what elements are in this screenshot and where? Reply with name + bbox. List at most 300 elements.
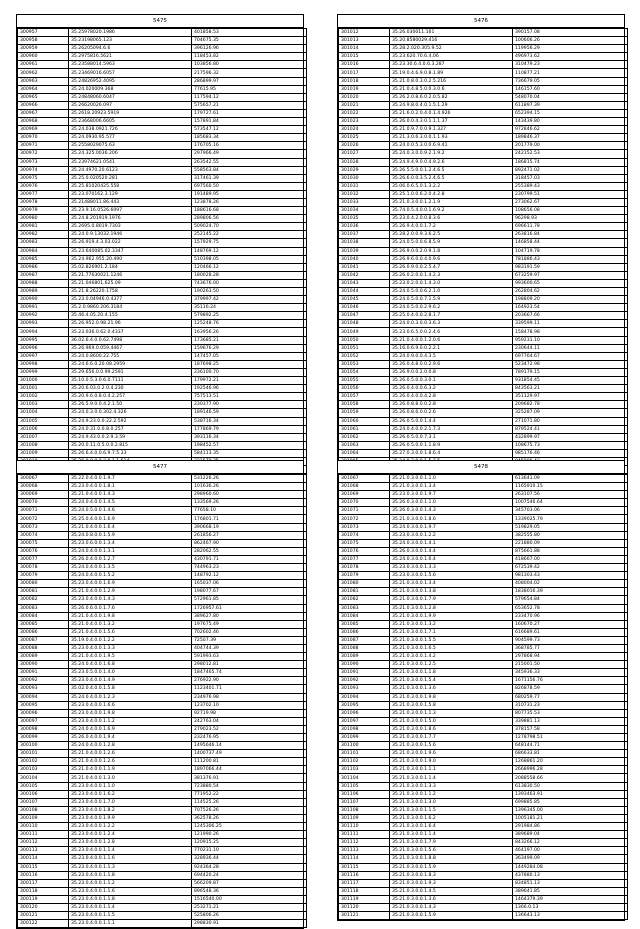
table-row xyxy=(339,207,628,215)
row-amount-cell: 233470.96 xyxy=(513,612,628,620)
table-row xyxy=(339,636,628,644)
row-code-cell: 35.21.0.3.0.0.1.2.5 xyxy=(390,661,513,669)
row-code-cell: 35.21.0.8.0.3.0.2.5.216 xyxy=(390,77,513,85)
row-amount-cell: 318457.03 xyxy=(513,174,628,182)
row-id-cell: 300971 xyxy=(18,142,69,150)
row-amount-cell: 133569.26 xyxy=(192,499,307,507)
row-id-cell: 300985 xyxy=(18,255,69,263)
table-row xyxy=(18,661,307,669)
row-amount-cell: 924364.28 xyxy=(192,863,307,871)
row-amount-cell: 77658.10 xyxy=(192,507,307,515)
row-id-cell: 300107 xyxy=(18,798,69,806)
row-id-cell: 300980 xyxy=(18,215,69,223)
row-id-cell: 301072 xyxy=(339,515,390,523)
row-code-cell: 35.10.0.5.3.0.6.0.7111 xyxy=(69,377,192,385)
row-code-cell: 35.23.070162.3.129 xyxy=(69,190,192,198)
row-id-cell: 301015 xyxy=(339,53,390,61)
table-row xyxy=(18,360,307,368)
row-amount-cell: 158478.98 xyxy=(513,328,628,336)
row-amount-cell: 983191.59 xyxy=(513,263,628,271)
row-code-cell: 35.2975816.5621 xyxy=(69,53,192,61)
row-id-cell: 300077 xyxy=(18,555,69,563)
table-row xyxy=(339,685,628,693)
row-code-cell: 35.24.0.4.0.0.1.3.5 xyxy=(69,564,192,572)
row-amount-cell: 114525.26 xyxy=(192,798,307,806)
row-code-cell: 35.23.0.2.0.0.1.4.3.0 xyxy=(390,279,513,287)
table-row xyxy=(18,774,307,782)
table-row xyxy=(339,288,628,296)
row-id-cell: 301057 xyxy=(339,393,390,401)
row-amount-cell: 146858.44 xyxy=(513,239,628,247)
row-amount-cell: 566209.87 xyxy=(192,879,307,887)
row-code-cell: 35.21.0.3.0.0.1.5.5 xyxy=(390,636,513,644)
row-id-cell: 300111 xyxy=(18,831,69,839)
row-id-cell: 301109 xyxy=(339,814,390,822)
row-id-cell: 301031 xyxy=(339,182,390,190)
row-code-cell: 35.23.620.70.6.4.06 xyxy=(390,53,513,61)
row-amount-cell: 1449284.08 xyxy=(513,863,628,871)
row-code-cell: 35.26.0.5.0.0.7.3.1 xyxy=(390,433,513,441)
row-code-cell: 35.21.0.3.0.0.1.1.5 xyxy=(390,806,513,814)
table-row xyxy=(339,393,628,401)
row-id-cell: 300070 xyxy=(18,499,69,507)
row-code-cell: 35.24.9.8.0.4.0.1.5.1.29 xyxy=(390,101,513,109)
row-amount-cell: 368785.77 xyxy=(513,644,628,652)
row-amount-cell: 892471.02 xyxy=(513,166,628,174)
row-id-cell: 300961 xyxy=(18,61,69,69)
row-code-cell: 35.24.0.4.0.0.1.4.5 xyxy=(69,499,192,507)
row-id-cell: 301110 xyxy=(339,823,390,831)
row-amount-cell: 177869.79 xyxy=(192,425,307,433)
row-amount-cell: 1838016.39 xyxy=(513,588,628,596)
row-code-cell: 35.21.0.3.0.0.1.1.0 xyxy=(390,475,513,483)
row-id-cell: 300100 xyxy=(18,742,69,750)
row-id-cell: 300083 xyxy=(18,604,69,612)
table-row xyxy=(339,912,628,920)
row-amount-cell: 1366.0.13 xyxy=(513,903,628,911)
row-id-cell: 301013 xyxy=(339,37,390,45)
row-amount-cell: 236100.70 xyxy=(192,368,307,376)
row-amount-cell: 757513.51 xyxy=(192,393,307,401)
row-code-cell: 35.21.0.4.0.0.1.4.3 xyxy=(69,491,192,499)
table-row xyxy=(18,580,307,588)
row-code-cell: 35.26.2.0.8.6.0.2.0.5.82 xyxy=(390,93,513,101)
row-code-cell: 35.21.0.4.0.0.1.3.2 xyxy=(69,620,192,628)
row-amount-cell: 573547.12 xyxy=(192,126,307,134)
row-amount-cell: 123878.26 xyxy=(192,198,307,206)
table-row xyxy=(339,855,628,863)
row-id-cell: 300090 xyxy=(18,661,69,669)
row-code-cell: 35.24.0.4.0.0.2.1.7.3 xyxy=(390,425,513,433)
table-row xyxy=(339,782,628,790)
row-code-cell: 35.23.0.4.0.0.1.4.3 xyxy=(69,596,192,604)
table-row xyxy=(339,61,628,69)
table-row xyxy=(18,101,307,109)
row-id-cell: 300994 xyxy=(18,328,69,336)
row-amount-cell: 125248.76 xyxy=(192,320,307,328)
row-amount-cell: 198809.20 xyxy=(513,296,628,304)
row-amount-cell: 648144.71 xyxy=(513,742,628,750)
row-amount-cell: 108675.73 xyxy=(513,441,628,449)
row-id-cell: 300977 xyxy=(18,190,69,198)
row-id-cell: 300108 xyxy=(18,806,69,814)
row-code-cell: 35.21.0.3.0.0.1.9.3 xyxy=(390,879,513,887)
row-code-cell: 35.25.0.020520.281 xyxy=(69,174,192,182)
row-code-cell: 35.23.0.4.0.0.1.6.6 xyxy=(69,701,192,709)
row-code-cell: 35.23.0.4.0.0.1.1.3 xyxy=(69,863,192,871)
table-row xyxy=(339,572,628,580)
row-code-cell: 35.21488011.86.443 xyxy=(69,198,192,206)
row-id-cell: 301094 xyxy=(339,693,390,701)
row-id-cell: 301105 xyxy=(339,782,390,790)
row-id-cell: 300105 xyxy=(18,782,69,790)
row-code-cell: 35.21.0.4.0.0.1.2.6 xyxy=(69,758,192,766)
row-code-cell: 35.28.2.0.0.9.3.6.2.5 xyxy=(390,231,513,239)
row-id-cell: 300093 xyxy=(18,685,69,693)
table-row xyxy=(339,53,628,61)
row-amount-cell: 401858.53 xyxy=(192,29,307,37)
row-id-cell: 300959 xyxy=(18,45,69,53)
row-amount-cell: 263107.56 xyxy=(513,491,628,499)
row-code-cell: 35.21.0.3.0.0.1.2.8 xyxy=(390,604,513,612)
row-code-cell: 35.21.0.4.0.0.1.6.4 xyxy=(69,523,192,531)
table-row xyxy=(18,499,307,507)
table-row xyxy=(18,312,307,320)
row-code-cell: 35.2558029075.63 xyxy=(69,142,192,150)
row-id-cell: 301091 xyxy=(339,669,390,677)
row-amount-cell: 345703.06 xyxy=(513,507,628,515)
table-row xyxy=(18,839,307,847)
table-row xyxy=(18,814,307,822)
row-code-cell: 35.23.640085.02.3347 xyxy=(69,247,192,255)
row-id-cell: 300078 xyxy=(18,564,69,572)
row-code-cell: 35.21.0.3.0.0.1.3.2 xyxy=(390,620,513,628)
row-amount-cell: 696611.78 xyxy=(513,223,628,231)
row-id-cell: 301026 xyxy=(339,142,390,150)
row-code-cell: 35.21.0.3.0.0.1.7.1 xyxy=(390,628,513,636)
table-row xyxy=(339,863,628,871)
row-code-cell: 35.21.0.3.0.0.1.6.5 xyxy=(390,644,513,652)
table-row xyxy=(339,304,628,312)
row-id-cell: 301017 xyxy=(339,69,390,77)
row-id-cell: 300118 xyxy=(18,887,69,895)
row-code-cell: 35.23.0.4.0.0.1.2.4 xyxy=(69,831,192,839)
data-table xyxy=(17,474,307,928)
row-id-cell: 301030 xyxy=(339,174,390,182)
row-code-cell: 35.21.0.3.0.0.1.3.6 xyxy=(390,685,513,693)
row-id-cell: 300109 xyxy=(18,814,69,822)
row-id-cell: 301055 xyxy=(339,377,390,385)
row-id-cell: 301000 xyxy=(18,377,69,385)
row-code-cell: 35.24.0.5.0.0.1.4.6 xyxy=(69,507,192,515)
row-id-cell: 300979 xyxy=(18,207,69,215)
table-row xyxy=(18,45,307,53)
row-id-cell: 301020 xyxy=(339,93,390,101)
table-row xyxy=(339,798,628,806)
row-code-cell: 36.02.6.4.0.0.62.7498 xyxy=(69,336,192,344)
row-amount-cell: 672539.42 xyxy=(513,564,628,572)
row-amount-cell: 201779.00 xyxy=(513,142,628,150)
row-amount-cell: 525806.26 xyxy=(192,912,307,920)
row-amount-cell: 291984.86 xyxy=(513,823,628,831)
table-row xyxy=(339,507,628,515)
table-row xyxy=(18,709,307,717)
row-code-cell: 35.29.656.0.0.99.2591 xyxy=(69,368,192,376)
table-row xyxy=(18,588,307,596)
table-row xyxy=(18,847,307,855)
row-amount-cell: 192546.96 xyxy=(192,385,307,393)
row-amount-cell: 1123401.71 xyxy=(192,685,307,693)
row-code-cell: 35.26.030011.161 xyxy=(390,29,513,37)
table-row xyxy=(339,814,628,822)
row-id-cell: 300071 xyxy=(18,507,69,515)
row-id-cell: 301104 xyxy=(339,774,390,782)
table-row xyxy=(339,385,628,393)
row-amount-cell: 510398.05 xyxy=(192,255,307,263)
row-code-cell: 35.21.0.3.0.0.1.3.4 xyxy=(390,483,513,491)
row-id-cell: 301014 xyxy=(339,45,390,53)
row-code-cell: 35.26.0.9.0.0.2.5.4.7 xyxy=(390,263,513,271)
row-code-cell: 35.21.0.3.0.0.1.7.9 xyxy=(390,839,513,847)
row-amount-cell: 165037.06 xyxy=(192,580,307,588)
table-row xyxy=(18,831,307,839)
row-code-cell: 35.20.0.11.0.5.0.0.2.815 xyxy=(69,441,192,449)
row-amount-cell: 298960.60 xyxy=(192,491,307,499)
row-id-cell: 301115 xyxy=(339,863,390,871)
table-row xyxy=(339,734,628,742)
table-row xyxy=(339,417,628,425)
row-amount-cell: 904599.73 xyxy=(513,636,628,644)
row-code-cell: 35.24.0.5.0.0.2.9.6.2 xyxy=(390,304,513,312)
row-id-cell: 301085 xyxy=(339,620,390,628)
table-row xyxy=(18,863,307,871)
row-amount-cell: 111200.81 xyxy=(192,758,307,766)
row-id-cell: 300092 xyxy=(18,677,69,685)
table-row xyxy=(18,29,307,37)
row-amount-cell: 875661.88 xyxy=(513,547,628,555)
table-row xyxy=(18,207,307,215)
row-id-cell: 300088 xyxy=(18,644,69,652)
row-code-cell: 35.21.0.3.0.0.1.9.6 xyxy=(390,750,513,758)
table-row xyxy=(339,377,628,385)
row-amount-cell: 1268861.20 xyxy=(513,758,628,766)
table-row xyxy=(18,304,307,312)
row-id-cell: 301102 xyxy=(339,758,390,766)
row-code-cell: 35.24.4970.20.6123 xyxy=(69,166,192,174)
row-id-cell: 300957 xyxy=(18,29,69,37)
table-row xyxy=(18,677,307,685)
row-id-cell: 301027 xyxy=(339,150,390,158)
table-row xyxy=(18,393,307,401)
row-code-cell: 35.21.0.3.0.0.1.4.3 xyxy=(390,903,513,911)
row-id-cell: 300963 xyxy=(18,77,69,85)
table-row xyxy=(339,93,628,101)
row-amount-cell: 686633.81 xyxy=(513,750,628,758)
row-amount-cell: 1847465.74 xyxy=(192,669,307,677)
row-code-cell: 35.23.0.4.0.0.1.1.5 xyxy=(69,912,192,920)
row-amount-cell: 189146.59 xyxy=(192,409,307,417)
row-id-cell: 300965 xyxy=(18,93,69,101)
row-id-cell: 300081 xyxy=(18,588,69,596)
row-amount-cell: 736679.05 xyxy=(513,77,628,85)
row-code-cell: 35.24.0.4.0.0.1.2.8 xyxy=(69,742,192,750)
row-id-cell: 300995 xyxy=(18,336,69,344)
row-amount-cell: 2668996.28 xyxy=(513,766,628,774)
table-row xyxy=(18,507,307,515)
row-id-cell: 301073 xyxy=(339,523,390,531)
row-amount-cell: 339599.11 xyxy=(513,320,628,328)
row-amount-cell: 72507.39 xyxy=(192,636,307,644)
table-row xyxy=(339,823,628,831)
row-amount-cell: 96298.93 xyxy=(513,215,628,223)
row-amount-cell: 653652.78 xyxy=(513,604,628,612)
table-row xyxy=(18,717,307,725)
row-code-cell: 35.23.0.4.0.0.1.1.4 xyxy=(69,903,192,911)
row-id-cell: 301041 xyxy=(339,263,390,271)
row-code-cell: 35.23.0.4.0.0.1.6.2 xyxy=(69,790,192,798)
row-amount-cell: 209682.78 xyxy=(513,401,628,409)
row-amount-cell: 146157.60 xyxy=(513,85,628,93)
table-row xyxy=(339,239,628,247)
row-amount-cell: 575657.21 xyxy=(192,101,307,109)
table-row xyxy=(339,774,628,782)
row-amount-cell: 972846.62 xyxy=(513,126,628,134)
row-id-cell: 300999 xyxy=(18,368,69,376)
row-amount-cell: 252145.22 xyxy=(192,231,307,239)
row-amount-cell: 1464379.39 xyxy=(513,895,628,903)
row-code-cell: 35.26.952.0.98.21.96 xyxy=(69,320,192,328)
row-code-cell: 35.23.0.4.0.0.1.1.6 xyxy=(69,855,192,863)
row-code-cell: 35.2695.0.8019.7303 xyxy=(69,223,192,231)
table-row xyxy=(339,839,628,847)
row-code-cell: 35.23.30.6.4.0.6.3.287 xyxy=(390,61,513,69)
row-amount-cell: 382555.80 xyxy=(513,531,628,539)
table-row xyxy=(18,636,307,644)
table-row xyxy=(339,449,628,457)
row-code-cell: 35.26.0.8.6.0.0.2.6 xyxy=(390,409,513,417)
table-row xyxy=(18,352,307,360)
row-code-cell: 35.24.9.4.9.0.0.4.9.2.6 xyxy=(390,158,513,166)
row-id-cell: 300106 xyxy=(18,790,69,798)
row-code-cell: 35.23.9.16.0526.6097 xyxy=(69,207,192,215)
row-code-cell: 35.24.0.4.0.0.1.5.2 xyxy=(69,572,192,580)
row-amount-cell: 1245306.25 xyxy=(192,823,307,831)
row-code-cell: 35.21.0.3.0.0.1.7.9 xyxy=(390,596,513,604)
row-amount-cell: 1897066.44 xyxy=(192,766,307,774)
table-row xyxy=(339,701,628,709)
row-id-cell: 301019 xyxy=(339,85,390,93)
row-id-cell: 301120 xyxy=(339,903,390,911)
row-amount-cell: 255389.43 xyxy=(513,182,628,190)
row-code-cell: 35.21.0.4.0.0.1.2.0.6 xyxy=(390,336,513,344)
row-id-cell: 301077 xyxy=(339,555,390,563)
row-code-cell: 35.26620026.097 xyxy=(69,101,192,109)
row-code-cell: 35.21.0.3.0.0.1.5.0 xyxy=(390,717,513,725)
table-row xyxy=(339,336,628,344)
row-code-cell: 35.24.0.4.0.0.1.6.8 xyxy=(69,661,192,669)
row-id-cell: 301035 xyxy=(339,215,390,223)
row-id-cell: 301062 xyxy=(339,433,390,441)
row-amount-cell: 119956.29 xyxy=(513,45,628,53)
row-amount-cell: 1516540.00 xyxy=(192,895,307,903)
row-code-cell: 35.26.919.4.3.03.022 xyxy=(69,239,192,247)
row-id-cell: 301119 xyxy=(339,895,390,903)
row-code-cell: 35.23.0.4.0.0.1.2.8 xyxy=(69,839,192,847)
row-id-cell: 301006 xyxy=(18,425,69,433)
table-row xyxy=(18,604,307,612)
row-amount-cell: 697560.50 xyxy=(192,182,307,190)
row-id-cell: 301024 xyxy=(339,126,390,134)
table-row xyxy=(18,134,307,142)
row-code-cell: 35.24.9.43.0.0.2.9.3.59 xyxy=(69,433,192,441)
row-amount-cell: 147457.05 xyxy=(192,352,307,360)
row-code-cell: 35.24.038.0921.726 xyxy=(69,126,192,134)
row-amount-cell: 613641.09 xyxy=(513,475,628,483)
row-amount-cell: 35116.24 xyxy=(192,304,307,312)
row-code-cell: 35.26.0.8.8.0.0.2.8 xyxy=(390,401,513,409)
row-code-cell: 35.21.0.3.0.0.1.5.9 xyxy=(390,863,513,871)
row-amount-cell: 381376.91 xyxy=(192,774,307,782)
table-row xyxy=(339,344,628,352)
row-code-cell: 35.21.0.3.0.0.1.2.1.9 xyxy=(390,198,513,206)
row-id-cell: 300981 xyxy=(18,223,69,231)
row-id-cell: 300073 xyxy=(18,523,69,531)
row-amount-cell: 2088558.66 xyxy=(513,774,628,782)
row-code-cell: 35.25.0.4.0.0.1.6.9 xyxy=(69,515,192,523)
row-id-cell: 301054 xyxy=(339,368,390,376)
table-row xyxy=(18,61,307,69)
row-code-cell: 35.23.0.4.0.0.1.1.4 xyxy=(69,847,192,855)
row-amount-cell: 418667.00 xyxy=(513,555,628,563)
row-amount-cell: 523472.98 xyxy=(513,360,628,368)
row-code-cell: 35.26.9.0.0.2.0.9.1.8 xyxy=(390,247,513,255)
row-amount-cell: 579654.84 xyxy=(513,596,628,604)
row-id-cell: 301097 xyxy=(339,717,390,725)
row-amount-cell: 362578.26 xyxy=(192,814,307,822)
row-amount-cell: 187698.25 xyxy=(192,360,307,368)
table-row xyxy=(18,77,307,85)
table-row xyxy=(339,661,628,669)
row-amount-cell: 744963.23 xyxy=(192,564,307,572)
row-amount-cell: 180028.28 xyxy=(192,271,307,279)
row-amount-cell: 157929.75 xyxy=(192,239,307,247)
row-code-cell: 35.22.0.4.0.0.1.9.7 xyxy=(69,475,192,483)
row-code-cell: 35.21.0.3.0.0.1.4.2 xyxy=(390,653,513,661)
row-code-cell: 35.26.0.4.0.0.1.9.4 xyxy=(69,734,192,742)
table-row xyxy=(339,69,628,77)
row-code-cell: 35.23.0.4.0.0.1.1.6 xyxy=(69,887,192,895)
row-amount-cell: 159676.29 xyxy=(192,344,307,352)
row-id-cell: 301088 xyxy=(339,644,390,652)
row-id-cell: 300113 xyxy=(18,847,69,855)
row-code-cell: 35.23974621.0541 xyxy=(69,158,192,166)
row-amount-cell: 163956.26 xyxy=(192,328,307,336)
row-amount-cell: 1396345.00 xyxy=(513,806,628,814)
row-amount-cell: 496973.62 xyxy=(513,53,628,61)
table-row xyxy=(339,499,628,507)
row-amount-cell: 136643.13 xyxy=(513,912,628,920)
row-id-cell: 301032 xyxy=(339,190,390,198)
table-row xyxy=(18,871,307,879)
row-code-cell: 35.21.0.3.0.0.1.5.6 xyxy=(390,847,513,855)
table-row xyxy=(339,182,628,190)
row-amount-cell: 310731.23 xyxy=(513,701,628,709)
table-row xyxy=(339,198,628,206)
table-row xyxy=(18,734,307,742)
row-id-cell: 301021 xyxy=(339,101,390,109)
table-row xyxy=(18,69,307,77)
row-id-cell: 300119 xyxy=(18,895,69,903)
